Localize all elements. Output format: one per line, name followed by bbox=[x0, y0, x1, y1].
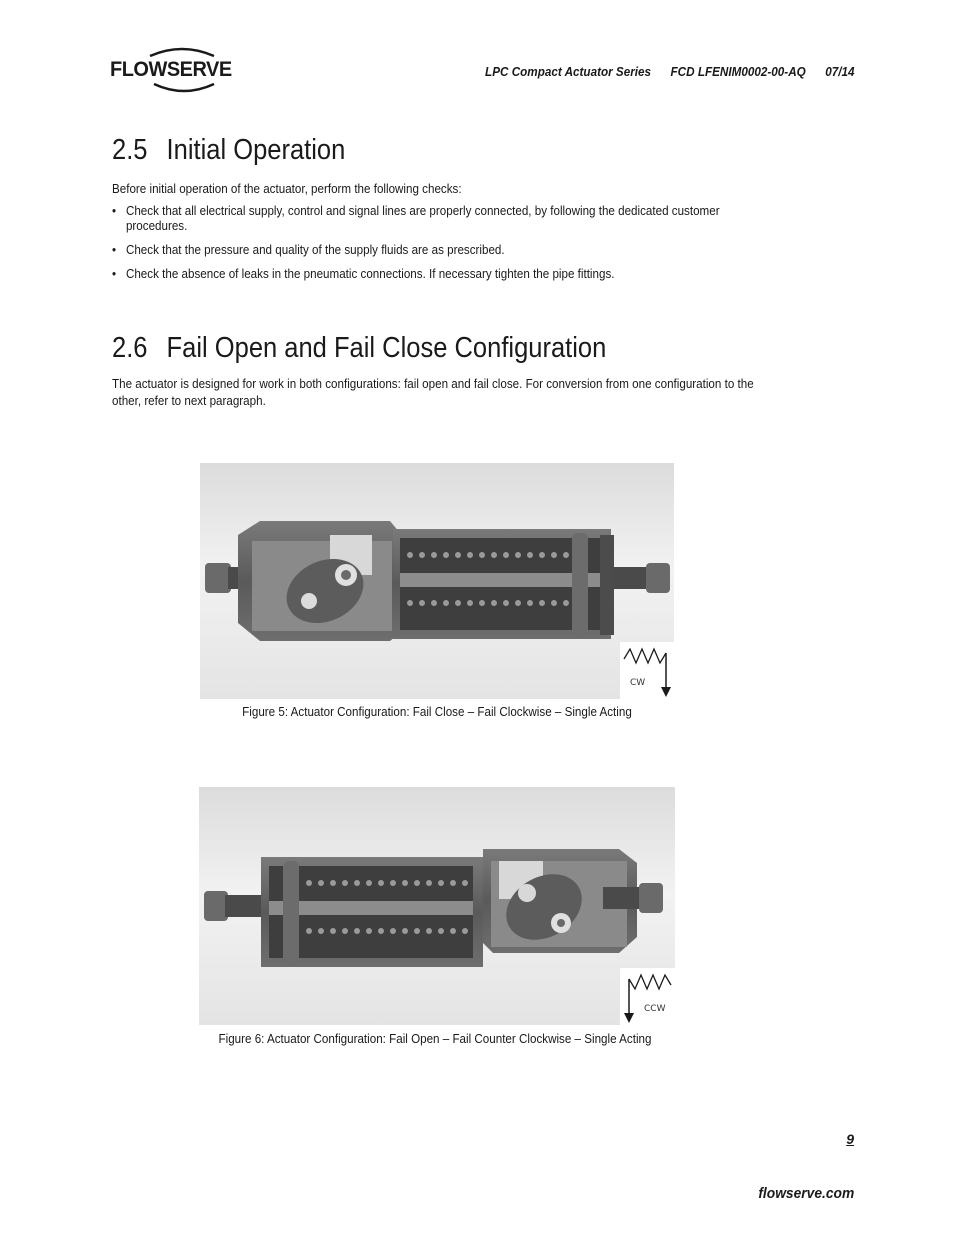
section-number: 2.5 bbox=[112, 134, 148, 166]
ccw-label: CCW bbox=[644, 1004, 666, 1014]
logo-text: FLOWSERVE bbox=[110, 58, 232, 81]
website-link[interactable]: flowserve.com bbox=[758, 1185, 854, 1202]
page-header bbox=[468, 64, 854, 79]
section-heading-initial-operation bbox=[112, 134, 345, 167]
cw-label: CW bbox=[630, 678, 646, 688]
section-number: 2.6 bbox=[112, 332, 148, 364]
check-item: • Check that all electrical supply, control and signal lines are properly connected, by following the dedicated customer procedures. bbox=[112, 204, 763, 234]
header-doc-code: FCD LFENIM0002-00-AQ bbox=[670, 64, 806, 79]
actuator-illustration-fail-close bbox=[200, 463, 674, 699]
page-number: 9 bbox=[846, 1131, 854, 1147]
check-list bbox=[112, 204, 763, 291]
figure-6-caption: Figure 6: Actuator Configuration: Fail Open – Fail Counter Clockwise – Single Acting bbox=[218, 1032, 652, 1046]
check-item: • Check the absence of leaks in the pneumatic connections. If necessary tighten the pipe fittings. bbox=[112, 267, 763, 282]
fail-configuration-text: The actuator is designed for work in both configurations: fail open and fail close. For conversion from one configuration to the other, refer to next paragraph. bbox=[112, 377, 754, 408]
figure-6-image bbox=[199, 787, 675, 1025]
header-date: 07/14 bbox=[824, 64, 854, 79]
figure-5-caption: Figure 5: Actuator Configuration: Fail Close – Fail Clockwise – Single Acting bbox=[242, 705, 632, 719]
initial-operation-intro: Before initial operation of the actuator, perform the following checks: bbox=[112, 182, 462, 196]
header-series: LPC Compact Actuator Series bbox=[484, 64, 651, 79]
check-item: • Check that the pressure and quality of the supply fluids are as prescribed. bbox=[112, 243, 763, 258]
actuator-illustration-fail-open bbox=[199, 787, 675, 1025]
section-title: Fail Open and Fail Close Configuration bbox=[166, 332, 607, 364]
figure-5-image bbox=[200, 463, 674, 699]
section-title: Initial Operation bbox=[166, 134, 346, 166]
flowserve-logo bbox=[110, 44, 250, 96]
section-heading-fail-configuration bbox=[112, 332, 606, 365]
